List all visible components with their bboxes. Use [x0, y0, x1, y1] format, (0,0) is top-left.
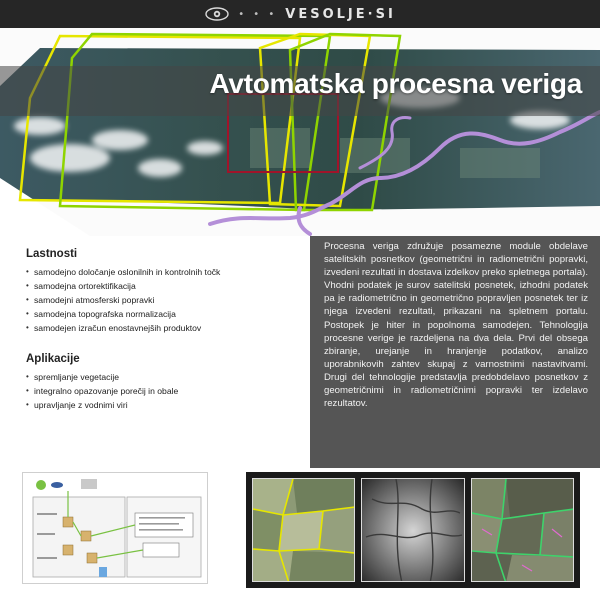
- result-image-strip: [246, 472, 580, 588]
- list-item: • samodejna ortorektifikacija: [26, 279, 310, 293]
- list-item: • samodejno določanje oslonilnih in kontrolnih točk: [26, 265, 310, 279]
- brand-bar: [0, 0, 600, 28]
- result-tile-classified: [471, 478, 574, 582]
- list-item: • samodejna topografska normalizacija: [26, 307, 310, 321]
- list-item: • spremljanje vegetacije: [26, 370, 310, 384]
- description-panel: [310, 236, 600, 468]
- list-item: • integralno opazovanje porečij in obale: [26, 384, 310, 398]
- result-tile-fields: [252, 478, 355, 582]
- properties-list: [26, 265, 310, 335]
- features-column: [0, 236, 310, 468]
- description-text: Procesna veriga združuje posamezne module obdelave satelitskih posnetkov (geometrični in radiometrični popravki, izvedeni rezultati in dostava izdelkov preko spletnega portala). Vhodni podatek je surov satelitski posnetek, izhodni podatek pa je radiometrično in geometrično popravljen posnetek ter iz njega izvedeni rezultati, prikazani na spletnem portalu. Postopek je hiter in popolnoma samodejen. Tehnologija procesne verige je razdeljena na dva dela. Prvi del obsega zbiranje, urejanje in hranjenje podatkov, analizo uporabnikovih zahtev skupaj z varnostnimi nastavitvami. Drugi del tehnologije predstavlja predobdelavo posnetkov z geometričnimi in radiometričnimi popravki ter izdelavo rezultatov.: [324, 241, 588, 410]
- brand-name: VESOLJE·SI: [285, 6, 396, 22]
- satellite-logo-icon: [204, 5, 230, 23]
- applications-heading: Aplikacije: [26, 353, 80, 365]
- page-title: Avtomatska procesna veriga: [209, 68, 582, 99]
- properties-heading: Lastnosti: [26, 248, 78, 260]
- satellite-hero-image: [0, 28, 600, 236]
- satellite-mosaic-image: [0, 28, 600, 236]
- workflow-diagram: [22, 472, 208, 584]
- processing-chain-diagram-image: [23, 473, 207, 583]
- result-tile-edges: [361, 478, 464, 582]
- edge-detection-image: [362, 479, 464, 582]
- list-item: • samodejen izračun enostavnejših produktov: [26, 321, 310, 335]
- classified-parcels-image: [472, 479, 574, 582]
- brand-dots: • • •: [238, 8, 278, 20]
- field-segmentation-image: [253, 479, 355, 582]
- list-item: • upravljanje z vodnimi viri: [26, 398, 310, 412]
- applications-list: [26, 370, 310, 412]
- list-item: • samodejni atmosferski popravki: [26, 293, 310, 307]
